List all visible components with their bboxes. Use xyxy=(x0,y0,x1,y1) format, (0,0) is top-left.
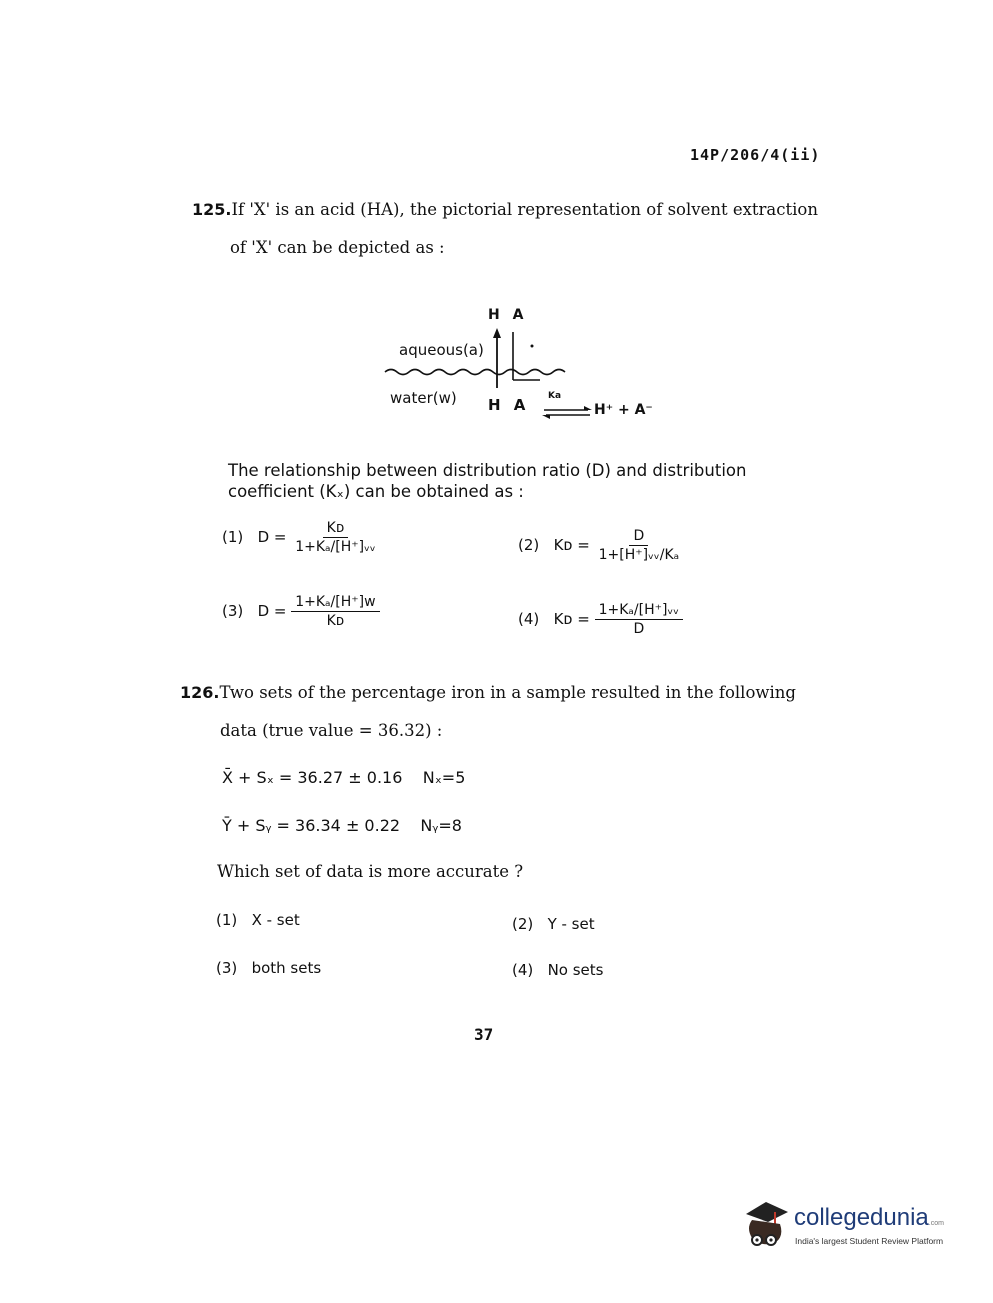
paper-code: 14P/206/4(ii) xyxy=(690,146,821,164)
option-lhs: D = xyxy=(257,602,287,620)
option-text: X - set xyxy=(251,911,300,929)
fraction-numerator: Kᴅ xyxy=(323,520,349,538)
mascot-icon xyxy=(738,1196,794,1256)
fraction-denominator: 1+[H⁺]ᵥᵥ/Kₐ xyxy=(598,547,680,563)
q126-option-2[interactable] xyxy=(512,915,595,933)
fraction-denominator: 1+Kₐ/[H⁺]ᵥᵥ xyxy=(295,539,376,555)
q125-relation-line2: coefficient (Kₓ) can be obtained as : xyxy=(228,482,524,501)
q125-number: 125. xyxy=(192,200,232,219)
option-fraction xyxy=(291,594,379,629)
option-number: (4) xyxy=(512,961,534,979)
option-text: Y - set xyxy=(547,915,595,933)
option-fraction xyxy=(595,602,684,637)
option-lhs: Kᴅ = xyxy=(553,610,590,628)
option-number: (2) xyxy=(518,536,540,554)
q126-stem-line1 xyxy=(180,683,796,702)
diagram-products-label: H⁺ + A⁻ xyxy=(594,402,653,418)
q126-set-y: Ȳ + Sᵧ = 36.34 ± 0.22 Nᵧ=8 xyxy=(222,816,462,835)
diagram-water-label: water(w) xyxy=(390,389,457,407)
q125-relation-line1: The relationship between distribution ratio (D) and distribution xyxy=(228,461,747,480)
diagram-top-label: H A xyxy=(488,307,528,323)
option-number: (3) xyxy=(216,959,238,977)
option-fraction xyxy=(595,528,684,563)
brand-tagline: India's largest Student Review Platform xyxy=(795,1236,944,1246)
fraction-denominator: Kᴅ xyxy=(326,613,345,629)
phase-interface-line xyxy=(385,370,565,375)
option-number: (1) xyxy=(216,911,238,929)
equilibrium-forward-head xyxy=(584,406,592,410)
option-text: both sets xyxy=(251,959,322,977)
brand-domain: .com xyxy=(928,1220,944,1227)
diagram-aqueous-label: aqueous(a) xyxy=(399,341,484,359)
brand-name: collegedunia xyxy=(794,1204,929,1231)
brand-logo[interactable] xyxy=(738,1196,963,1260)
q125-option-1[interactable] xyxy=(222,520,380,555)
q126-number: 126. xyxy=(180,683,220,702)
q126-stem-text: Two sets of the percentage iron in a sample resulted in the following xyxy=(219,683,796,702)
q126-stem-line2: data (true value = 36.32) : xyxy=(220,721,443,740)
page-number: 37 xyxy=(474,1025,494,1044)
option-lhs: D = xyxy=(257,528,287,546)
diagram-bottom-label: H A xyxy=(488,396,530,414)
option-number: (2) xyxy=(512,915,534,933)
fraction-denominator: D xyxy=(633,621,645,637)
q125-option-4[interactable] xyxy=(518,602,683,637)
q126-set-x: X̄ + Sₓ = 36.27 ± 0.16 Nₓ=5 xyxy=(222,768,466,787)
q125-option-3[interactable] xyxy=(222,594,380,629)
q125-stem-line2: of 'X' can be depicted as : xyxy=(230,238,445,257)
q125-stem-text: If 'X' is an acid (HA), the pictorial representation of solvent extraction xyxy=(231,200,818,219)
fraction-numerator: 1+Kₐ/[H⁺]ᵥᵥ xyxy=(595,602,684,620)
option-fraction xyxy=(291,520,380,555)
option-number: (4) xyxy=(518,610,540,628)
q126-option-3[interactable] xyxy=(216,959,321,977)
option-lhs: Kᴅ = xyxy=(553,536,590,554)
option-number: (3) xyxy=(222,602,244,620)
diagram-dot xyxy=(531,345,534,348)
extraction-diagram xyxy=(380,320,660,430)
option-number: (1) xyxy=(222,528,244,546)
fraction-numerator: 1+Kₐ/[H⁺]w xyxy=(291,594,379,612)
q126-option-1[interactable] xyxy=(216,911,300,929)
fraction-numerator: D xyxy=(629,528,648,546)
arrow-head-up xyxy=(493,328,501,338)
option-text: No sets xyxy=(547,961,604,979)
q126-question: Which set of data is more accurate ? xyxy=(217,862,524,881)
q126-option-4[interactable] xyxy=(512,961,603,979)
diagram-ka-label: Ka xyxy=(548,391,562,401)
equilibrium-backward-head xyxy=(542,415,550,419)
q125-option-2[interactable] xyxy=(518,528,683,563)
q125-stem-line1 xyxy=(192,200,818,219)
